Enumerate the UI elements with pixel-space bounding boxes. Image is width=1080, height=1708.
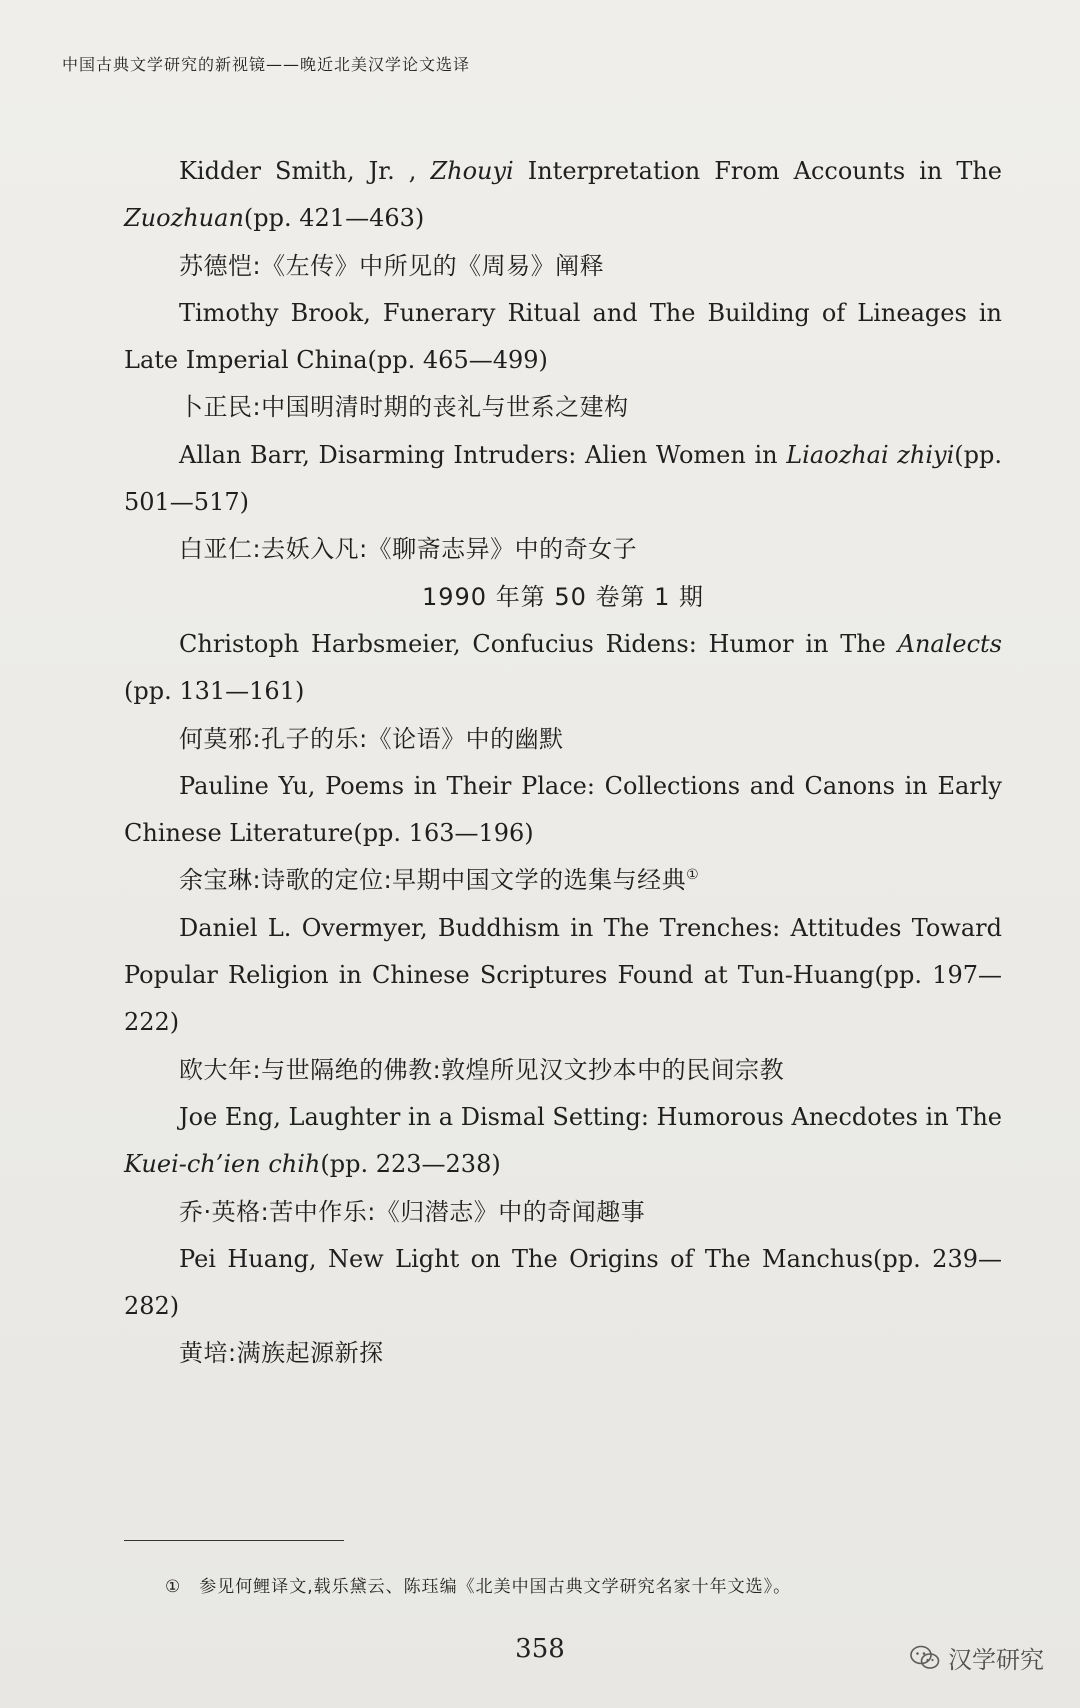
entry-title-italic: Analects <box>897 629 1002 658</box>
entry-title-italic: Liaozhai zhiyi <box>786 440 955 469</box>
wechat-icon <box>910 1645 940 1671</box>
footnote-mark: ① <box>165 1577 182 1597</box>
entry-english <box>124 290 1002 385</box>
entry-text: (pp. 131—161) <box>124 677 305 706</box>
footnote <box>165 1572 791 1597</box>
entry-title-italic: Kuei-ch’ien chih <box>124 1150 321 1179</box>
entry-chinese <box>124 1330 1002 1377</box>
entry-text: Christoph Harbsmeier, Confucius Ridens: Humor in The <box>179 629 898 658</box>
entry-chinese <box>124 526 1002 573</box>
entry-chinese-text: 卜正民:中国明清时期的丧礼与世系之建构 <box>179 393 629 422</box>
running-head: 中国古典文学研究的新视镜——晚近北美汉学论文选译 <box>62 55 471 74</box>
entry-chinese-text: 乔·英格:苦中作乐:《归潜志》中的奇闻趣事 <box>179 1197 646 1226</box>
entry-title-italic: Zuozhuan <box>124 204 244 233</box>
footnote-ref[interactable]: ① <box>686 867 700 884</box>
entry-chinese <box>124 384 1002 431</box>
entry-text: (pp. 501—517) <box>124 440 1002 517</box>
entry-chinese <box>124 1047 1002 1094</box>
entry-english <box>124 905 1002 1047</box>
footnote-text: 参见何鲤译文,载乐黛云、陈珏编《北美中国古典文学研究名家十年文选》。 <box>199 1577 792 1597</box>
bibliography-list <box>124 148 1002 1378</box>
watermark <box>910 1640 1044 1675</box>
entry-chinese-text: 苏德恺:《左传》中所见的《周易》阐释 <box>179 251 605 280</box>
entry-chinese-text: 黄培:满族起源新探 <box>179 1339 384 1368</box>
entry-chinese <box>124 243 1002 290</box>
page-number: 358 <box>515 1634 565 1664</box>
entry-text: Joe Eng, Laughter in a Dismal Setting: Humorous Anecdotes in The <box>179 1102 1002 1131</box>
entry-english <box>124 432 1002 527</box>
entry-chinese-text: 何莫邪:孔子的乐:《论语》中的幽默 <box>179 724 564 753</box>
entry-text: Kidder Smith, Jr. , <box>179 157 431 185</box>
watermark-text: 汉学研究 <box>948 1646 1044 1674</box>
entry-chinese <box>124 857 1002 904</box>
entry-text: Daniel L. Overmyer, Buddhism in The Trenches: Attitudes Toward Popular Religion in Chinese Scriptures Found at Tun-Huang(pp. 197—222) <box>124 913 1002 1037</box>
entry-chinese <box>124 716 1002 763</box>
entry-text: Timothy Brook, Funerary Ritual and The Building of Lineages in Late Imperial China(pp. 465—499) <box>124 298 1002 375</box>
entry-english <box>124 1094 1002 1189</box>
entry-chinese <box>124 1189 1002 1236</box>
entry-chinese-text: 余宝琳:诗歌的定位:早期中国文学的选集与经典 <box>179 866 687 895</box>
entry-english <box>124 621 1002 716</box>
entry-text: Pauline Yu, Poems in Their Place: Collections and Canons in Early Chinese Literature(pp. 163—196) <box>124 771 1002 848</box>
entry-text: Allan Barr, Disarming Intruders: Alien Women in <box>179 440 787 469</box>
entry-text: Pei Huang, New Light on The Origins of The Manchus(pp. 239—282) <box>124 1244 1002 1321</box>
issue-heading: 1990 年第 50 卷第 1 期 <box>421 582 705 611</box>
entry-text: Interpretation From Accounts in The <box>513 157 1002 185</box>
entry-english <box>124 1236 1002 1331</box>
entry-text: (pp. 223—238) <box>320 1150 501 1179</box>
entry-english <box>124 763 1002 858</box>
footnote-rule <box>124 1540 344 1541</box>
entry-english <box>124 148 1002 243</box>
entry-chinese-text: 欧大年:与世隔绝的佛教:敦煌所见汉文抄本中的民间宗教 <box>179 1055 785 1084</box>
entry-title-italic: Zhouyi <box>430 157 514 185</box>
entry-text: (pp. 421—463) <box>243 204 425 233</box>
entry-chinese-text: 白亚仁:去妖入凡:《聊斋志异》中的奇女子 <box>179 535 638 564</box>
